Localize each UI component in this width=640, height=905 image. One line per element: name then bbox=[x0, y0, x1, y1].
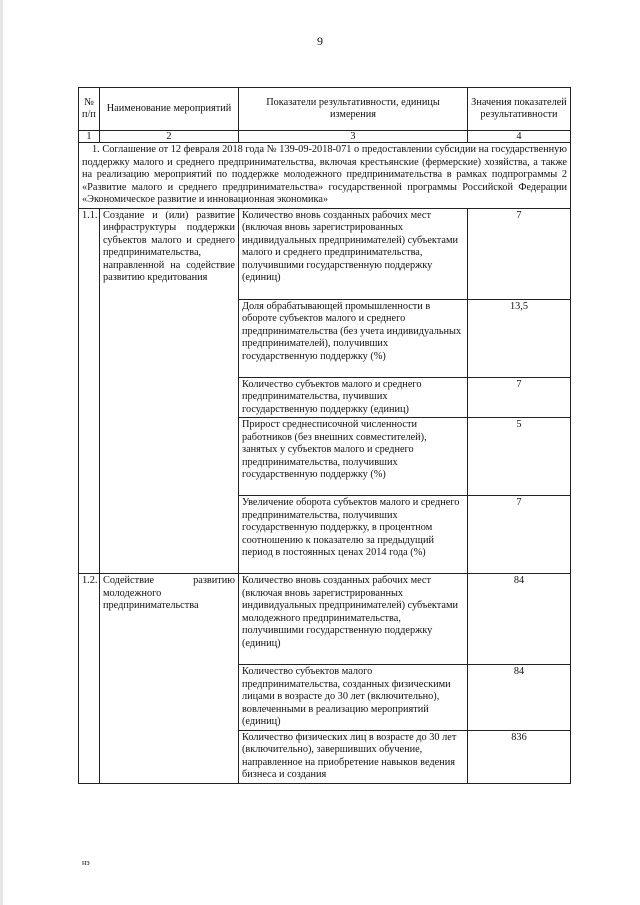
item-number: 1.2. bbox=[79, 574, 100, 784]
indicators-table bbox=[78, 87, 571, 784]
indicator-value: 836 bbox=[468, 730, 571, 783]
indicator-value: 13,5 bbox=[468, 299, 571, 377]
indicator-text: Количество субъектов малого предпринимательства, созданных физическими лицами в возрасте до 30 лет (включительно), вовлеченными в реализацию мероприятий (единиц) bbox=[239, 665, 468, 731]
indicator-text: Количество вновь созданных рабочих мест (включая вновь зарегистрированных индивидуальных предпринимателей) субъектами малого и среднего предпринимательства, получившими государственную поддержку (единиц) bbox=[239, 208, 468, 299]
column-number-row bbox=[79, 131, 571, 143]
indicator-text: Количество субъектов малого и среднего предпринимательства, пучивших государственную поддержку (единиц) bbox=[239, 377, 468, 418]
header-num: № п/п bbox=[79, 88, 100, 131]
column-number: 1 bbox=[79, 131, 100, 143]
indicator-value: 84 bbox=[468, 665, 571, 731]
section-title: 1. Соглашение от 12 февраля 2018 года № 139-09-2018-071 о предоставлении субсидии на государственную поддержку малого и среднего предпринимательства, включая крестьянские (фермерские) хозяйства, а также на реализацию мероприятий по поддержке молодежного предпринимательства в рамках подпрограммы 2 «Развитие малого и среднего предпринимательства» государственной программы Российской Федерации «Экономическое развитие и инновационная экономика» bbox=[79, 143, 571, 209]
indicator-value: 7 bbox=[468, 377, 571, 418]
header-indicator: Показатели результативности, единицы измерения bbox=[239, 88, 468, 131]
indicator-value: 7 bbox=[468, 208, 571, 299]
column-number: 4 bbox=[468, 131, 571, 143]
footer-mark: нэ bbox=[82, 858, 90, 867]
indicator-value: 5 bbox=[468, 418, 571, 496]
table-row bbox=[79, 208, 571, 299]
indicator-text: Количество вновь созданных рабочих мест (включая вновь зарегистрированных индивидуальных предпринимателей) субъектами молодежного предпринимательства, получившими государственную поддержку (единиц) bbox=[239, 574, 468, 665]
column-number: 2 bbox=[100, 131, 239, 143]
indicator-text: Прирост среднесписочной численности работников (без внешних совместителей), занятых у субъектов малого и среднего предпринимательства, получивших государственную поддержку (%) bbox=[239, 418, 468, 496]
page-number: 9 bbox=[317, 34, 323, 48]
event-name: Создание и (или) развитие инфраструктуры поддержки субъектов малого и среднего предпринимательства, направленной на содействие развитию кредитования bbox=[100, 208, 239, 574]
header-row bbox=[79, 88, 571, 131]
indicator-value: 84 bbox=[468, 574, 571, 665]
header-event: Наименование мероприятий bbox=[100, 88, 239, 131]
scan-edge bbox=[0, 0, 3, 905]
table-row bbox=[79, 574, 571, 665]
item-number: 1.1. bbox=[79, 208, 100, 574]
indicator-text: Количество физических лиц в возрасте до 30 лет (включительно), завершивших обучение, направленное на приобретение навыков ведения бизнеса и создания bbox=[239, 730, 468, 783]
indicator-text: Увеличение оборота субъектов малого и среднего предпринимательства, получивших государственную поддержку, в процентном соотношению к показателю за предыдущий период в постоянных ценах 2014 года (%) bbox=[239, 496, 468, 574]
section-row bbox=[79, 143, 571, 209]
column-number: 3 bbox=[239, 131, 468, 143]
event-name: Содействие развитию молодежного предпринимательства bbox=[100, 574, 239, 784]
indicator-text: Доля обрабатывающей промышленности в обороте субъектов малого и среднего предпринимательства (без учета индивидуальных предпринимателей), получивших государственную поддержку (%) bbox=[239, 299, 468, 377]
indicator-value: 7 bbox=[468, 496, 571, 574]
header-value: Значения показателей результативности bbox=[468, 88, 571, 131]
